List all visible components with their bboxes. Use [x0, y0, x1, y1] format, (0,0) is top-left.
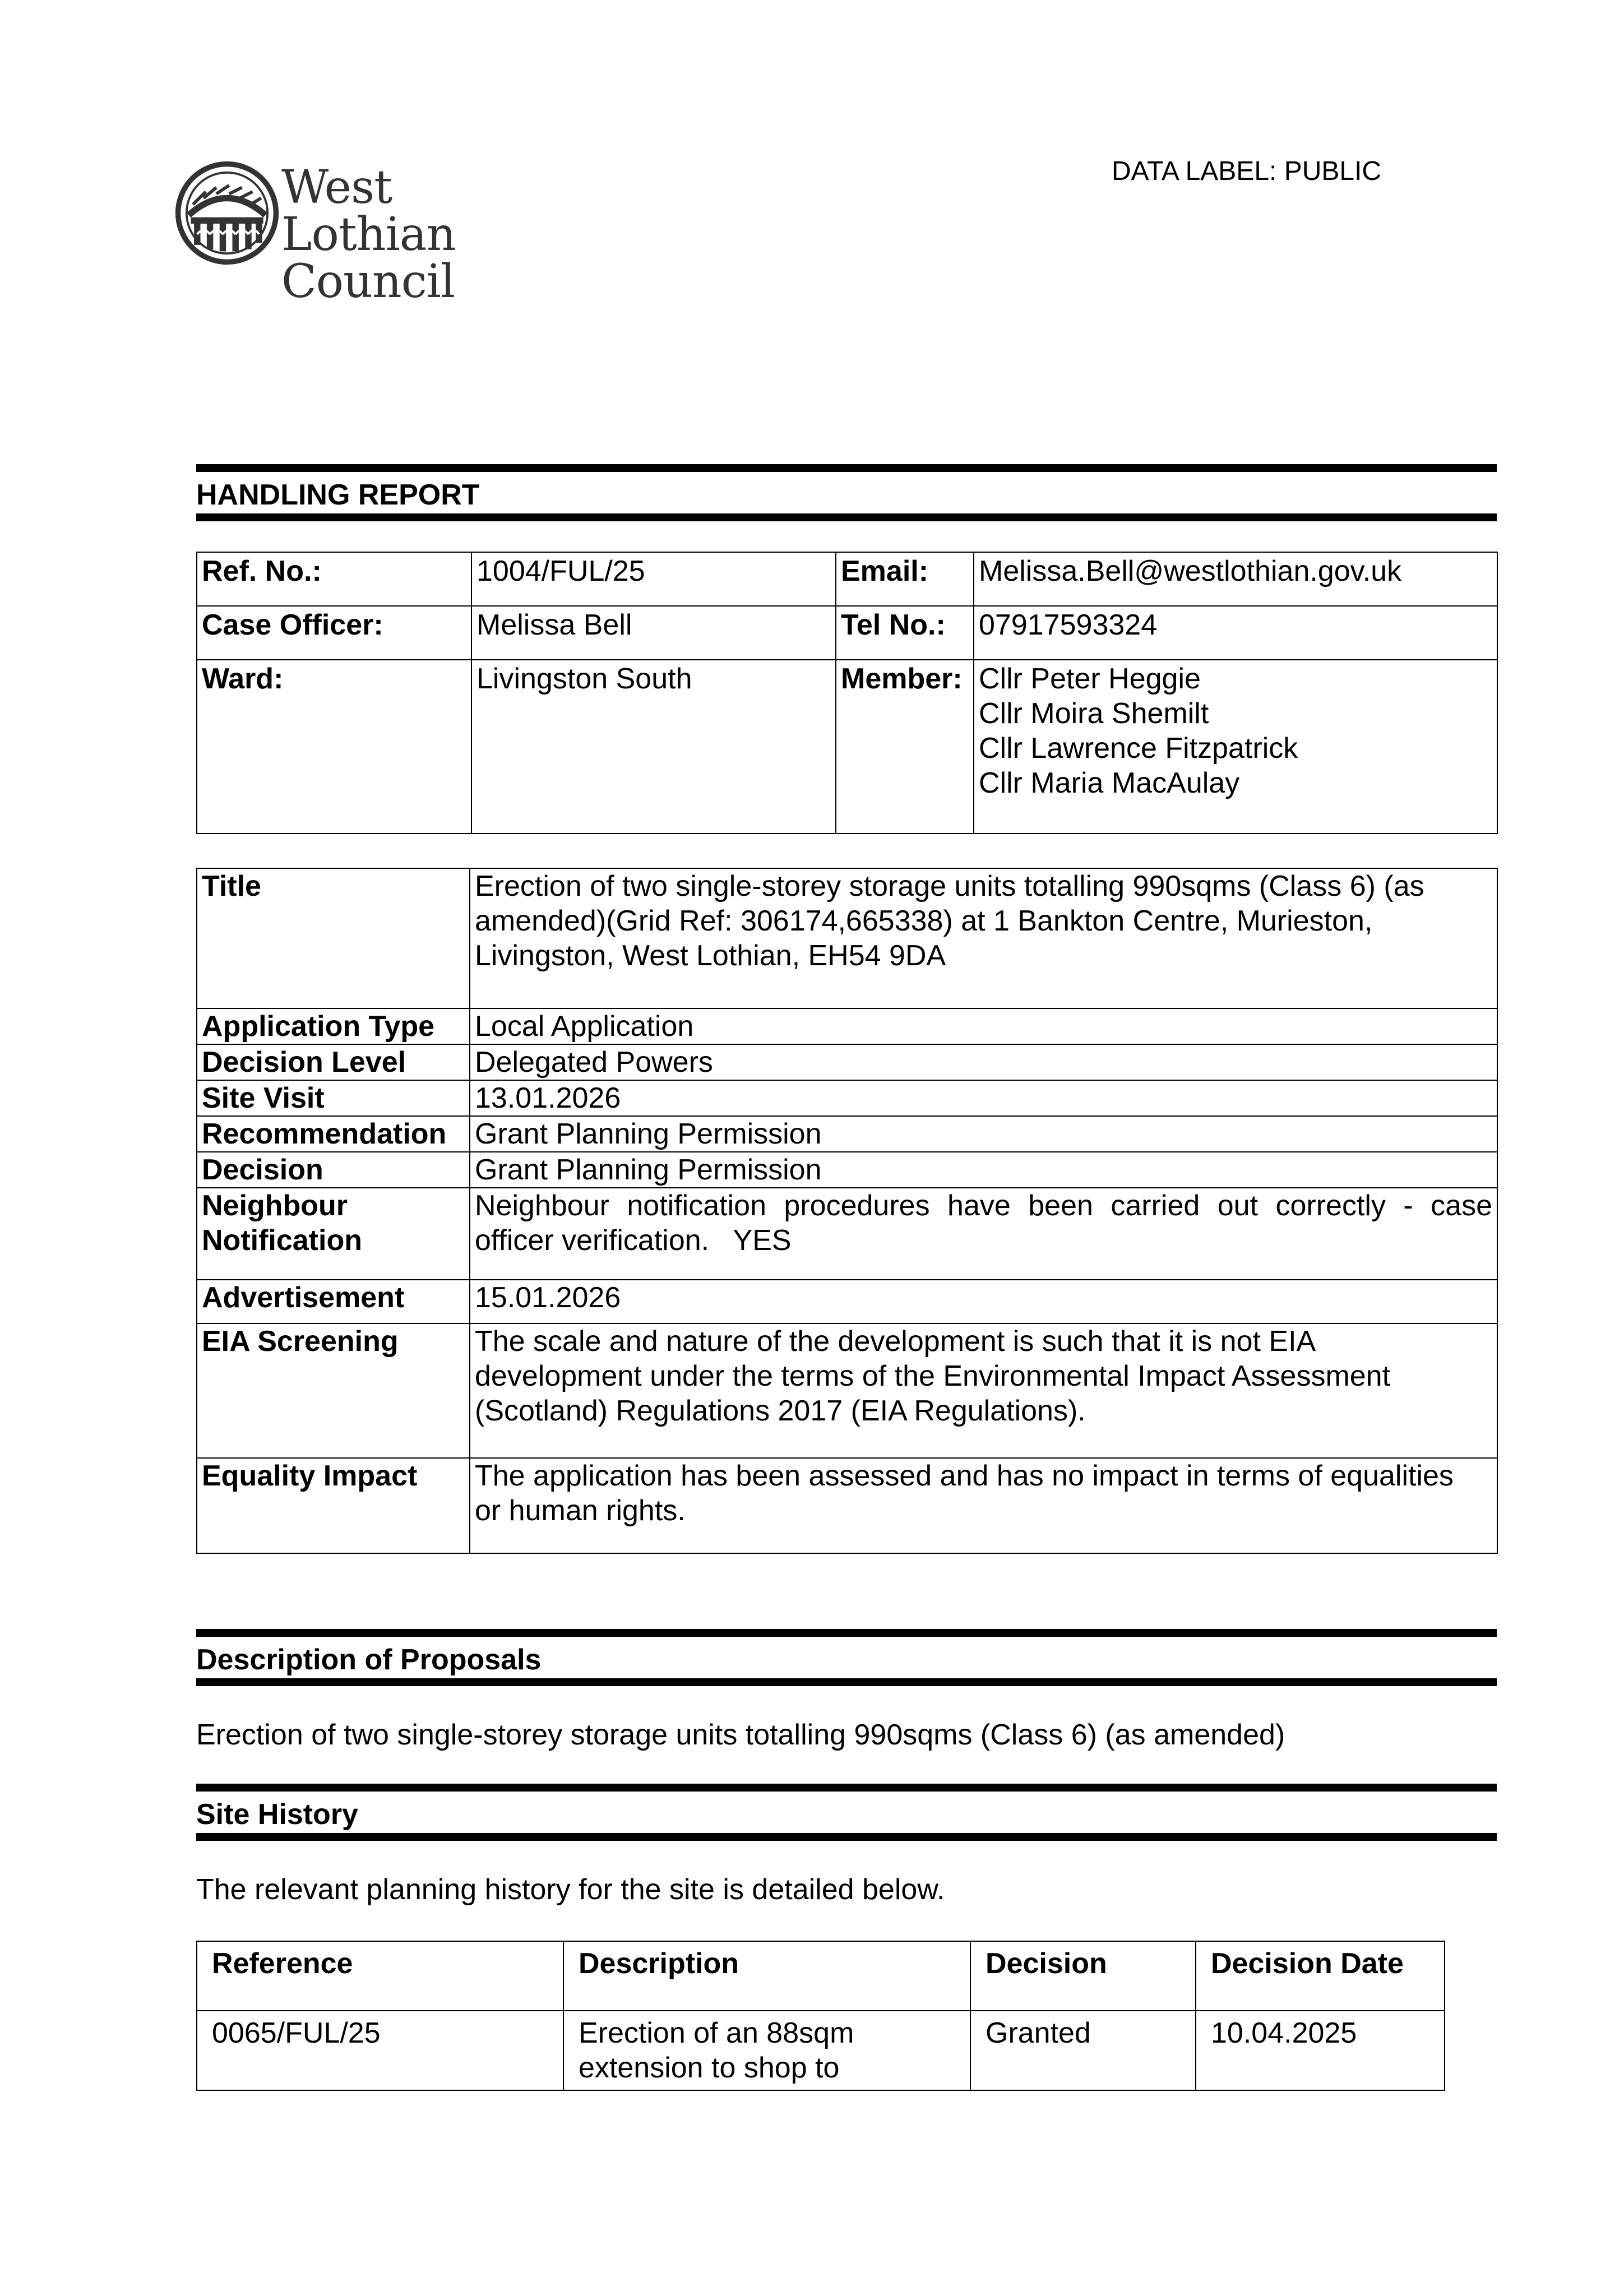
table-row: [197, 1458, 1497, 1553]
email-label: Email:: [836, 552, 974, 606]
eia-line: (Scotland) Regulations 2017 (EIA Regulations).: [475, 1395, 1086, 1427]
members-list: [974, 660, 1497, 834]
decision-level-value: Delegated Powers: [470, 1044, 1497, 1080]
report-title: HANDLING REPORT: [196, 479, 480, 511]
column-header-description: Description: [563, 1941, 970, 2011]
history-decision: Granted: [970, 2011, 1196, 2090]
eia-line: development under the terms of the Environmental Impact Assessment: [475, 1360, 1391, 1392]
council-logo: [174, 160, 555, 308]
label-line: Notification: [202, 1224, 362, 1257]
title-value: [470, 868, 1497, 1008]
heading-rule-bottom: [196, 513, 1497, 521]
eia-screening-value: [470, 1323, 1497, 1458]
member-name: Cllr Maria MacAulay: [979, 767, 1240, 799]
site-history-title: Site History: [196, 1798, 358, 1831]
table-row: [197, 1008, 1497, 1044]
column-header-decision: Decision: [970, 1941, 1196, 2011]
recommendation-value: Grant Planning Permission: [470, 1116, 1497, 1152]
tel-label: Tel No.:: [836, 606, 974, 660]
site-history-intro: The relevant planning history for the site is detailed below.: [196, 1873, 945, 1906]
equality-line: The application has been assessed and has no impact in terms of equalities: [475, 1460, 1454, 1492]
decision-label: Decision: [197, 1152, 470, 1188]
decision-value: Grant Planning Permission: [470, 1152, 1497, 1188]
header-line: Date: [1340, 1947, 1404, 1980]
case-officer-label: Case Officer:: [197, 606, 471, 660]
table-row: [197, 1116, 1497, 1152]
site-history-heading: [196, 1784, 1497, 1841]
advertisement-label: Advertisement: [197, 1280, 470, 1323]
label-line: Neighbour: [202, 1189, 348, 1222]
history-description: [563, 2011, 970, 2090]
tel-value: 07917593324: [974, 606, 1497, 660]
data-label: DATA LABEL: PUBLIC: [1112, 156, 1382, 186]
member-name: Cllr Moira Shemilt: [979, 697, 1209, 730]
eia-line: The scale and nature of the development is such that it is not EIA: [475, 1325, 1316, 1358]
header-line: Decision: [1211, 1947, 1332, 1980]
table-row: [197, 1044, 1497, 1080]
officer-details-table: [196, 552, 1498, 834]
neighbour-line: Neighbour notification procedures have been carried out correctly - case: [475, 1189, 1492, 1222]
table-row: [197, 1080, 1497, 1116]
heading-rule-bottom: [196, 1678, 1497, 1686]
table-row: [197, 1188, 1497, 1280]
column-header-reference: Reference: [197, 1941, 563, 2011]
equality-impact-label: Equality Impact: [197, 1458, 470, 1553]
proposals-text: Erection of two single-storey storage units totalling 990sqms (Class 6) (as amended): [196, 1719, 1285, 1751]
application-details-table: [196, 868, 1498, 1554]
member-name: Cllr Lawrence Fitzpatrick: [979, 732, 1298, 765]
table-row: [197, 1152, 1497, 1188]
logo-line-1: West Lothian: [281, 161, 456, 261]
title-line: amended)(Grid Ref: 306174,665338) at 1 Bankton Centre, Murieston,: [475, 905, 1373, 937]
table-row: [197, 1323, 1497, 1458]
viaduct-emblem-icon: [174, 160, 280, 266]
neighbour-notification-value: [470, 1188, 1497, 1280]
logo-wordmark: [281, 161, 555, 308]
column-header-decision-date: [1196, 1941, 1445, 2011]
member-label: Member:: [836, 660, 974, 834]
ward-label: Ward:: [197, 660, 471, 834]
ref-label: Ref. No.:: [197, 552, 471, 606]
table-header-row: [197, 1941, 1445, 2011]
site-history-table: [196, 1941, 1445, 2091]
heading-rule-bottom: [196, 1833, 1497, 1841]
ward-value: Livingston South: [471, 660, 836, 834]
email-value: Melissa.Bell@westlothian.gov.uk: [974, 552, 1497, 606]
recommendation-label: Recommendation: [197, 1116, 470, 1152]
table-row: [197, 868, 1497, 1008]
eia-screening-label: EIA Screening: [197, 1323, 470, 1458]
title-line: Erection of two single-storey storage units totalling 990sqms (Class 6) (as: [475, 870, 1424, 902]
advertisement-value: 15.01.2026: [470, 1280, 1497, 1323]
description-line: extension to shop to: [579, 2052, 840, 2084]
title-label: Title: [197, 868, 470, 1008]
heading-rule-top: [196, 1784, 1497, 1792]
heading-rule-top: [196, 464, 1497, 472]
table-row: [197, 552, 1497, 606]
title-line: Livingston, West Lothian, EH54 9DA: [475, 939, 946, 972]
case-officer-value: Melissa Bell: [471, 606, 836, 660]
logo-line-2: Council: [281, 255, 455, 308]
site-visit-label: Site Visit: [197, 1080, 470, 1116]
site-visit-value: 13.01.2026: [470, 1080, 1497, 1116]
history-decision-date: 10.04.2025: [1196, 2011, 1445, 2090]
table-row: [197, 660, 1497, 834]
decision-level-label: Decision Level: [197, 1044, 470, 1080]
proposals-heading: [196, 1629, 1497, 1686]
application-type-value: Local Application: [470, 1008, 1497, 1044]
member-name: Cllr Peter Heggie: [979, 663, 1201, 695]
handling-report-heading: [196, 464, 1497, 521]
proposals-title: Description of Proposals: [196, 1644, 542, 1676]
description-line: Erection of an 88sqm: [579, 2017, 854, 2049]
heading-rule-top: [196, 1629, 1497, 1637]
equality-line: or human rights.: [475, 1494, 686, 1527]
neighbour-line: officer verification. YES: [475, 1224, 792, 1257]
table-row: [197, 606, 1497, 660]
equality-impact-value: [470, 1458, 1497, 1553]
table-row: [197, 2011, 1445, 2090]
application-type-label: Application Type: [197, 1008, 470, 1044]
ref-value: 1004/FUL/25: [471, 552, 836, 606]
table-row: [197, 1280, 1497, 1323]
history-reference: 0065/FUL/25: [197, 2011, 563, 2090]
neighbour-notification-label: [197, 1188, 470, 1280]
